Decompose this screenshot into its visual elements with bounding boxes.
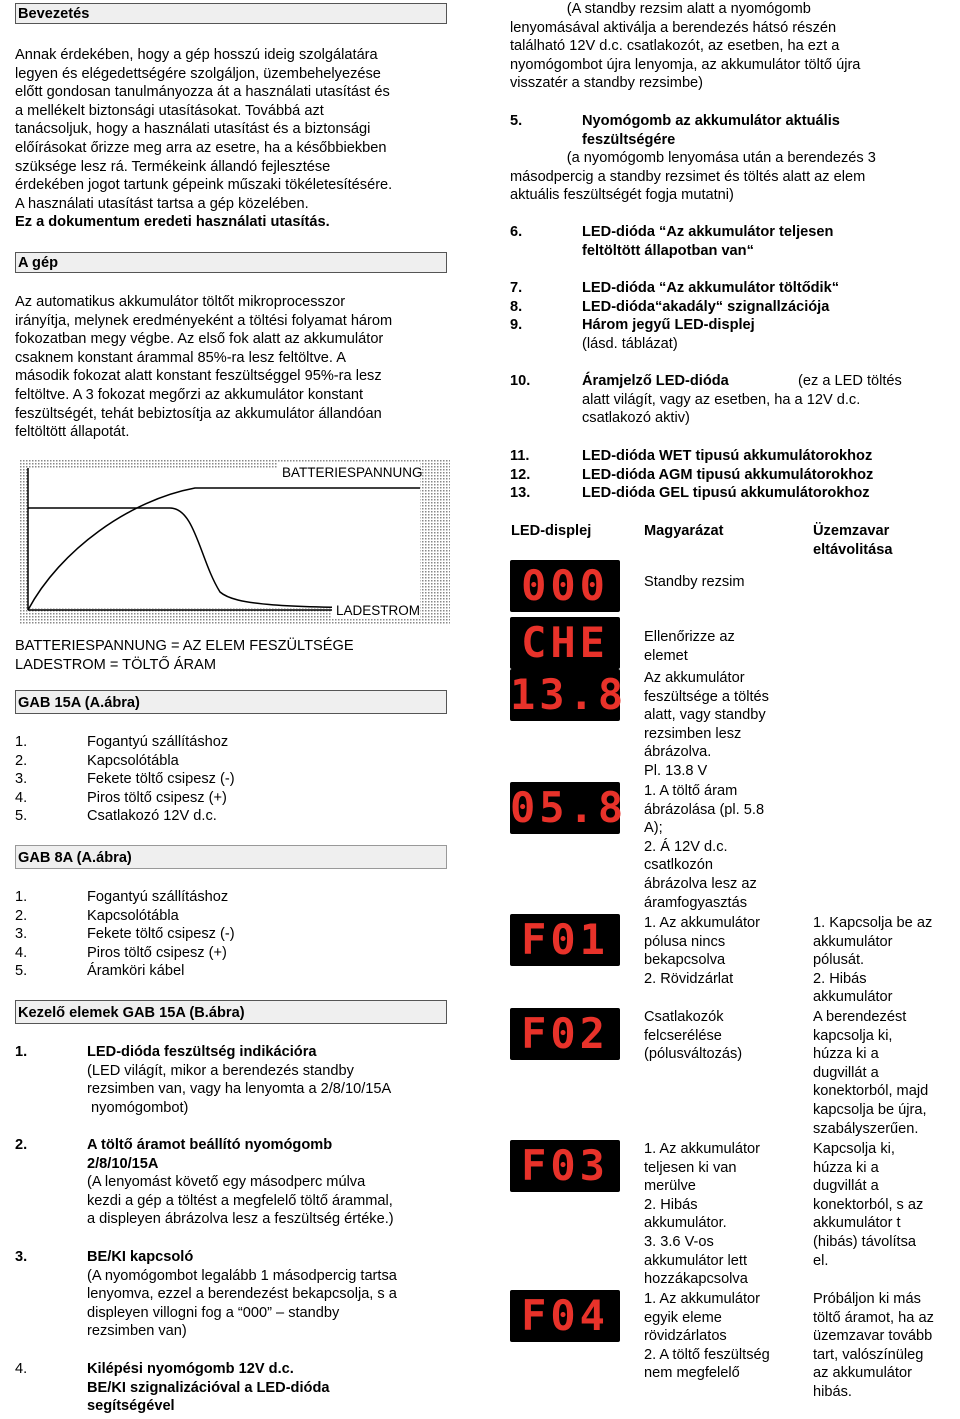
list-item: 1. Fogantyú szállításhoz (15, 889, 229, 905)
control-title: segítségével (87, 1398, 175, 1415)
section-heading-machine: A gép (15, 252, 447, 273)
explain-cell: 1. Az akkumulátor teljesen ki van merülve 2. Hibás akkumulátor. 3. 3.6 V-os akkumulátor lett hozzákapcsolva (644, 1141, 760, 1288)
machine-line: Az automatikus akkumulátor töltőt mikroprocesszor (15, 294, 346, 310)
fix-cell: A berendezést kapcsolja ki, húzza ki a dugvillát a konektorból, majd kapcsolja be újra, szabályszerűen. (813, 1009, 929, 1137)
intro-line: előírásokat őrizze meg arra az esetre, ha a későbbiekben (15, 139, 387, 156)
intro-bold-line: Ez a dokumentum eredeti használati utasítás. (15, 214, 330, 231)
led-display-13-8: 13.8 (510, 670, 628, 719)
intro-line: A használati utasítást tartsa a gép közelében. (15, 195, 309, 212)
diagram-plot-area (28, 468, 420, 608)
table-header-fix: Üzemzavar eltávolitása (813, 523, 893, 558)
intro-line: Annak érdekében, hogy a gép hosszú ideig szolgálatára (15, 47, 378, 63)
control-line: (A lenyomást követő egy másodperc múlva (87, 1174, 366, 1191)
machine-paragraph (15, 293, 447, 442)
machine-line: fokozatban megy végbe. Az első fok alatt az akkumulátor (15, 331, 384, 348)
fix-cell: Kapcsolja ki, húzza ki a dugvillát a konektorból, s az akkumulátor t (hibás) távolítsa el. (813, 1141, 924, 1269)
gab15-parts-list (15, 733, 455, 826)
control-title: A töltő áramot beállító nyomógomb (87, 1137, 333, 1153)
section-heading-intro: Bevezetés (15, 3, 447, 24)
explain-cell: Ellenőrizze az elemet (644, 629, 735, 664)
explain-cell: Csatlakozók felcserélése (pólusváltozás) (644, 1009, 743, 1063)
list-item: 5. Csatlakozó 12V d.c. (15, 808, 217, 825)
intro-line: érdekében jogot tartunk gépeink műszaki tökéletesítésére. (15, 177, 393, 194)
control-title: LED-dióda feszültség indikációra (87, 1044, 317, 1060)
table-header-explain: Magyarázat (644, 523, 724, 539)
control-line: a displeyen ábrázolva lesz a feszültség értéke.) (87, 1211, 394, 1228)
legend-line: BATTERIESPANNUNG = AZ ELEM FESZÜLTSÉGE (15, 638, 354, 654)
continuation-line: nyomógombot újra lenyomja, az akkumulátor töltő újra (510, 56, 861, 73)
table-header-display: LED-displej (511, 523, 592, 539)
gab8-parts-list (15, 888, 455, 981)
current-label: LADESTROM (336, 603, 421, 618)
intro-paragraph (15, 46, 447, 232)
control-title: 2/8/10/15A (87, 1155, 159, 1172)
continuation-paragraph (510, 0, 950, 93)
continuation-line: lenyomásával aktiválja a berendezés hátsó részén (510, 19, 837, 36)
intro-line: tanácsoljuk, hogy a használati utasítást és a biztonsági (15, 121, 371, 138)
control-line: (A nyomógombot legalább 1 másodpercig tartsa (87, 1267, 397, 1284)
explain-cell: Standby rezsim (644, 574, 745, 590)
intro-line: a mellékelt biztonsági utasításokat. Továbbá azt (15, 102, 324, 119)
intro-line: előtt gondosan tanulmányozza át a használati utasítást és (15, 84, 390, 101)
machine-line: irányítja, melynek eredményeként a töltési folyamat három (15, 312, 393, 329)
led-display-che: CHE (510, 617, 620, 669)
control-line: displeyen villogni fog a “000” – standby (87, 1304, 340, 1321)
machine-line: csaknem konstant árammal 85%-ra lesz feltöltve. A (15, 349, 346, 366)
charging-curve-diagram (20, 460, 450, 625)
control-title: BE/KI kapcsoló (87, 1249, 194, 1265)
control-title: Kilépési nyomógomb 12V d.c. (87, 1361, 294, 1377)
control-title: BE/KI szignalizációval a LED-dióda (87, 1379, 330, 1396)
continuation-line: található 12V d.c. csatlakozót, az esetben, ha ezt a (510, 38, 840, 55)
control-line: rezsimben van, vagy ha lenyomta a 2/8/10/15A (87, 1081, 392, 1098)
explain-cell: 1. Az akkumulátor egyik eleme rövidzárlatos 2. A töltő feszültség nem megfelelő (644, 1291, 770, 1382)
led-display-f02: F02 (510, 1008, 620, 1060)
list-item: 2. Kapcsolótábla (15, 907, 179, 924)
explain-cell: 1. Az akkumulátor pólusa nincs bekapcsolva 2. Rövidzárlat (644, 915, 760, 987)
machine-line: második fokozat alatt konstant feszültséggel 95%-ra lesz (15, 368, 382, 385)
led-display-f03: F03 (510, 1140, 620, 1192)
explain-cell: 1. A töltő áram ábrázolása (pl. 5.8 A); 2. Á 12V d.c. csatlkozón ábrázolva lesz az áramfogyasztás (644, 783, 765, 911)
item5-description: (a nyomógomb lenyomása után a berendezés 3 másodpercig a standby rezsimet és töltés alatt az elem aktuális feszültségét fogja mutatni) (510, 150, 876, 204)
machine-line: feszültségét, tehát bebiztosítja az akkumulátor állandóan (15, 405, 382, 422)
intro-line: legyen és elégedettségére szolgáljon, üzembehelyezése (15, 65, 381, 82)
voltage-label: BATTERIESPANNUNG (282, 465, 423, 480)
continuation-line: (A standby rezsim alatt a nyomógomb (510, 1, 811, 17)
control-line: (LED világít, mikor a berendezés standby (87, 1062, 354, 1079)
intro-line: szüksége lesz rá. Termékeink állandó fejlesztése (15, 158, 331, 175)
led-display-f01: F01 (510, 914, 620, 966)
list-item: 4. Piros töltő csipesz (+) (15, 789, 227, 806)
list-item: 4. Piros töltő csipesz (+) (15, 944, 227, 961)
fix-cell: Próbáljon ki más töltő áramot, ha az üzemzavar tovább tart, valószínüleg az akkumulátor hibás. (813, 1291, 934, 1400)
section-heading-gab8: GAB 8A (A.ábra) (15, 845, 447, 869)
machine-line: feltöltve. A 3 fokozat megőrzi az akkumulátor konstant (15, 386, 363, 403)
section-heading-controls: Kezelő elemek GAB 15A (B.ábra) (15, 1000, 447, 1024)
led-display-05-8: 05.8 (510, 783, 628, 832)
fix-cell: 1. Kapcsolja be az akkumulátor pólusát. 2. Hibás akkumulátor (813, 915, 933, 1006)
list-item: 3. Fekete töltő csipesz (-) (15, 771, 235, 788)
list-item: 5. Áramköri kábel (15, 963, 185, 980)
led-display-f04: F04 (510, 1290, 620, 1342)
control-line: lenyomva, ezzel a berendezést bekapcsolja, s a (87, 1286, 397, 1303)
continuation-line: visszatér a standby rezsimbe) (510, 75, 704, 92)
control-line: nyomógombot) (87, 1099, 189, 1116)
list-item: 1. Fogantyú szállításhoz (15, 734, 229, 750)
section-heading-gab15: GAB 15A (A.ábra) (15, 690, 447, 714)
legend-line: LADESTROM = TÖLTŐ ÁRAM (15, 656, 216, 673)
control-line: kezdi a gép a töltést a megfelelő töltő árammal, (87, 1192, 393, 1209)
list-item: 3. Fekete töltő csipesz (-) (15, 926, 235, 943)
machine-line: feltöltött állapotát. (15, 424, 130, 441)
list-item: 2. Kapcsolótábla (15, 752, 179, 769)
explain-cell: Az akkumulátor feszültsége a töltés alatt, vagy standby rezsimben lesz ábrázolva. Pl. 13.8 V (644, 670, 769, 779)
control-line: rezsimben van) (87, 1323, 187, 1340)
diagram-legend (15, 637, 447, 674)
led-display-000: 000 (510, 560, 620, 612)
